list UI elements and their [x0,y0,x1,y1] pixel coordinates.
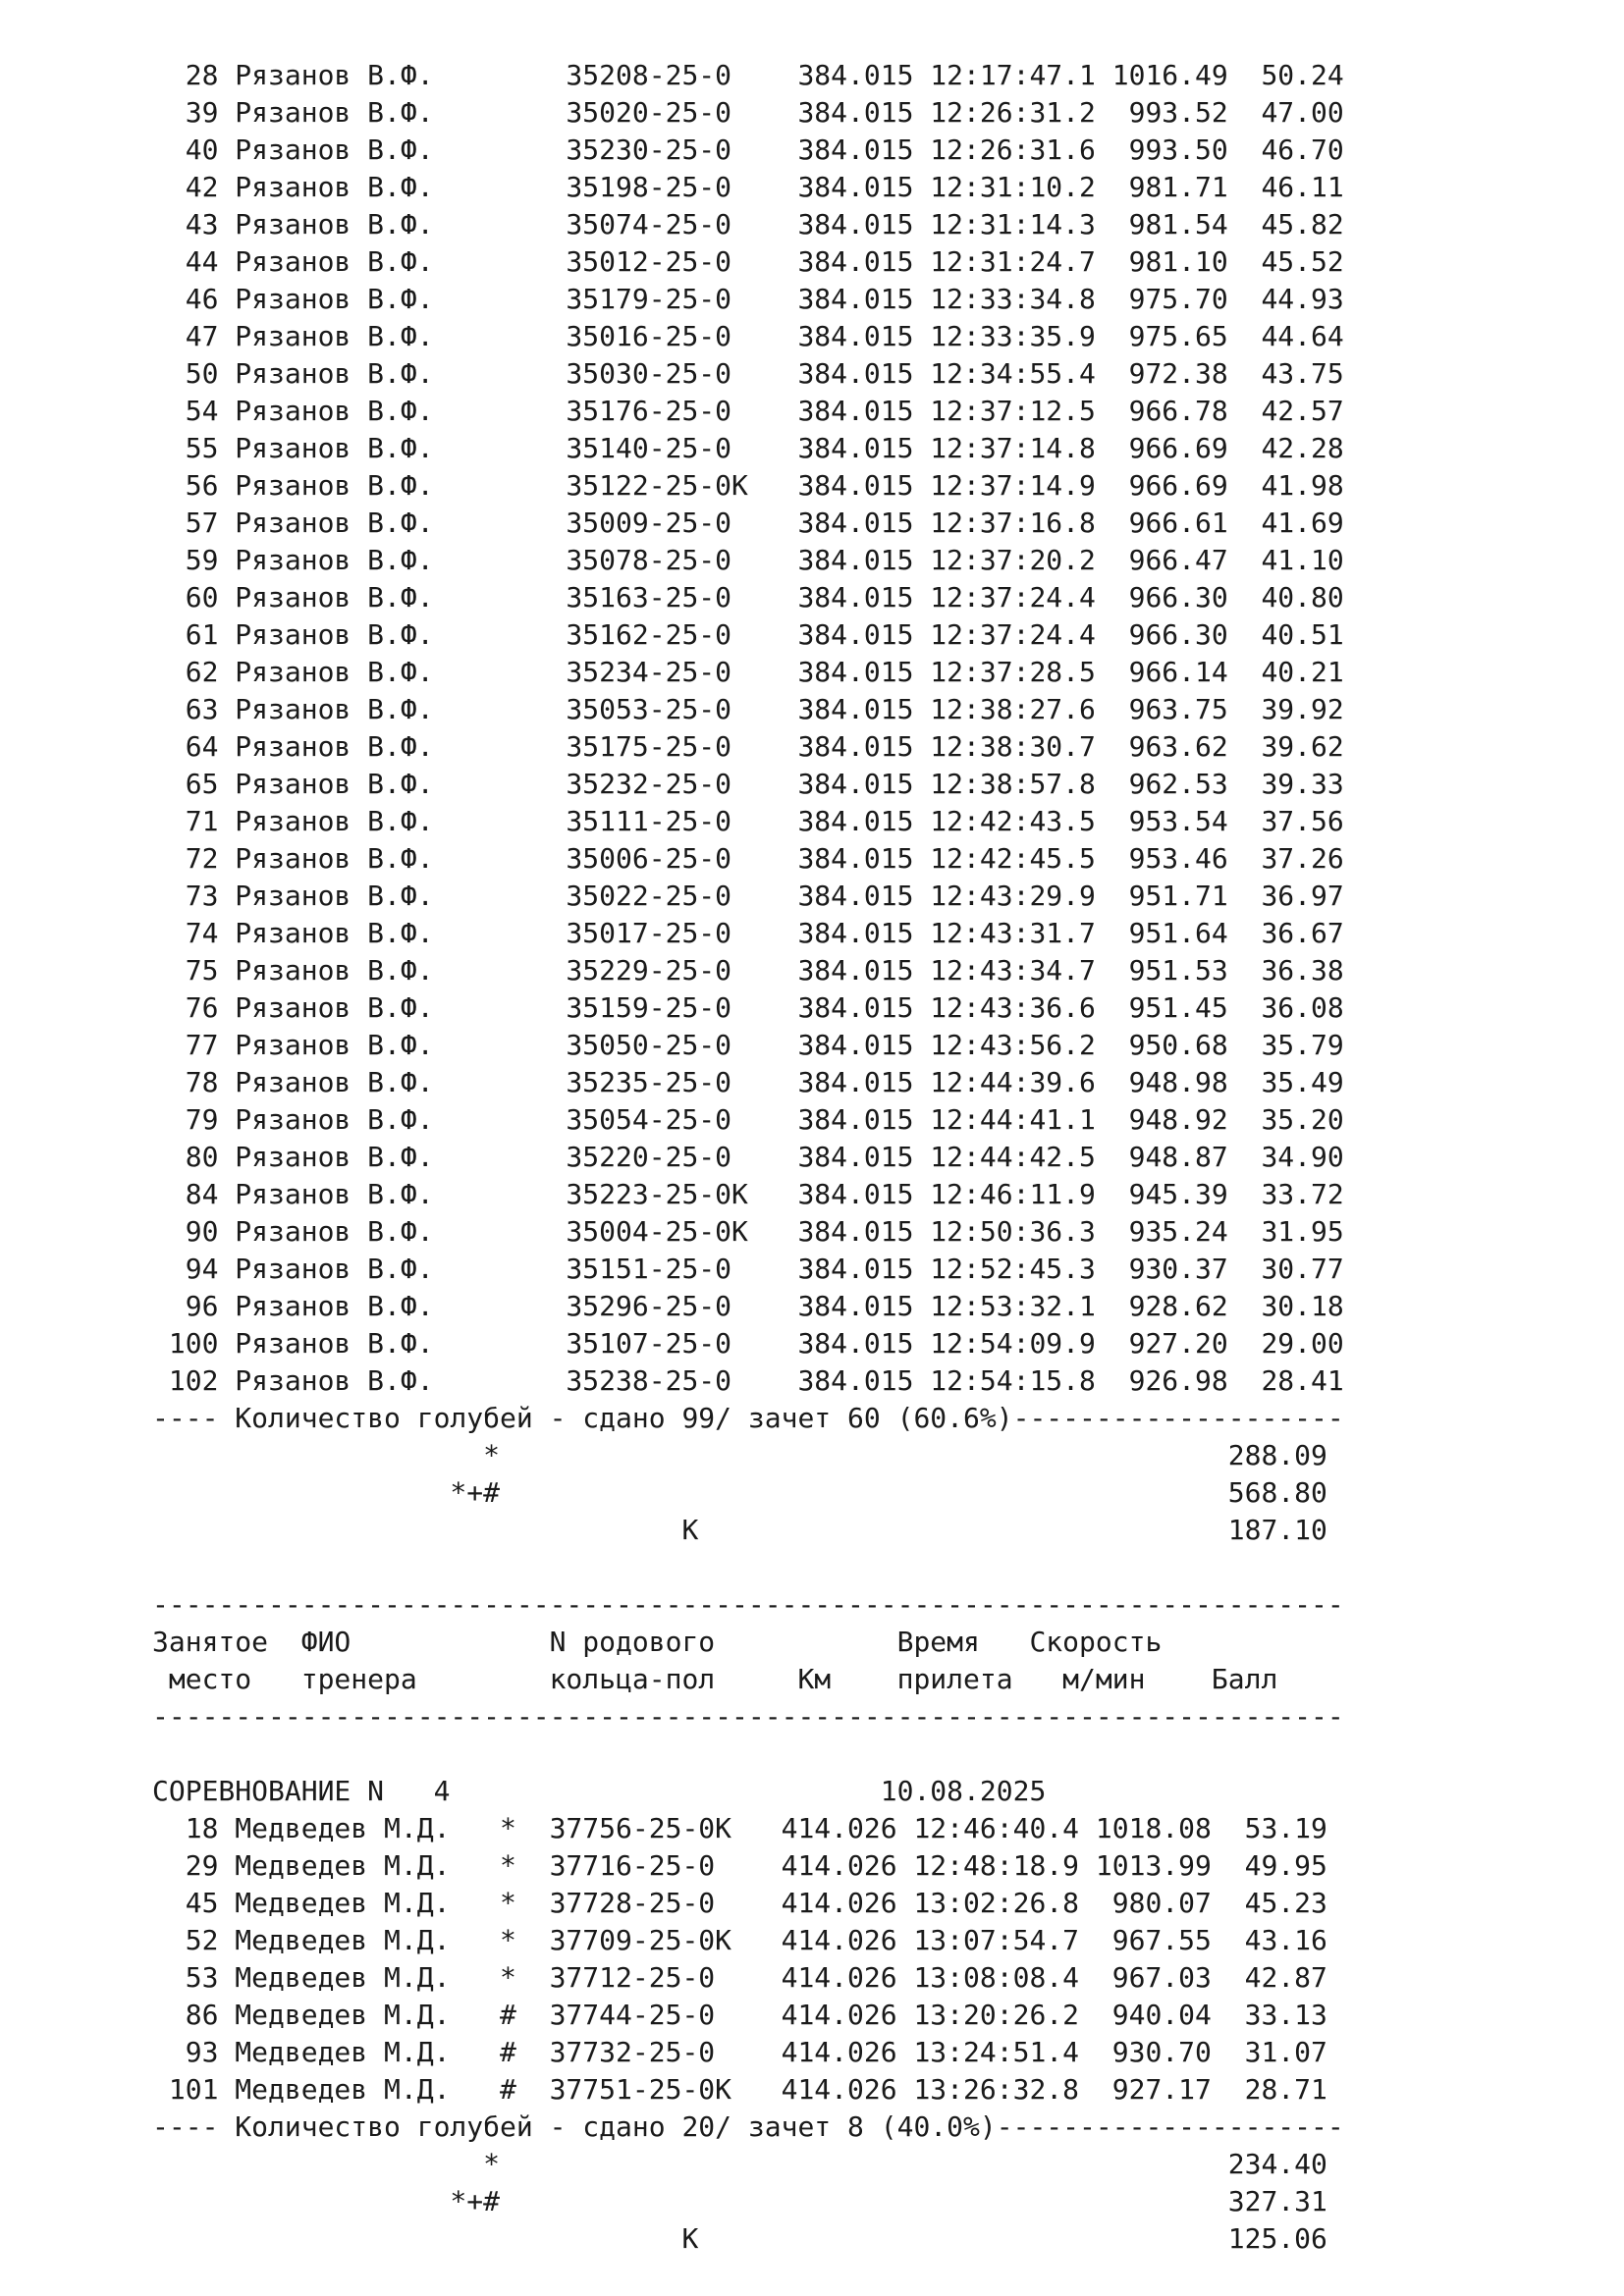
text-line: 40 Рязанов В.Ф. 35230-25-0 384.015 12:26:31.6 993.50 46.70 [152,133,1344,166]
text-line: 47 Рязанов В.Ф. 35016-25-0 384.015 12:33:35.9 975.65 44.64 [152,320,1344,352]
text-line: 29 Медведев М.Д. * 37716-25-0 414.026 12:48:18.9 1013.99 49.95 [152,1849,1327,1882]
text-line: 46 Рязанов В.Ф. 35179-25-0 384.015 12:33:34.8 975.70 44.93 [152,283,1344,315]
text-line: 79 Рязанов В.Ф. 35054-25-0 384.015 12:44:41.1 948.92 35.20 [152,1103,1344,1136]
text-line: 55 Рязанов В.Ф. 35140-25-0 384.015 12:37:14.8 966.69 42.28 [152,432,1344,464]
separator-line: ------------------------------------------------------------------------ [152,1700,1344,1733]
text-line: 86 Медведев М.Д. # 37744-25-0 414.026 13:20:26.2 940.04 33.13 [152,1999,1327,2031]
text-line: 60 Рязанов В.Ф. 35163-25-0 384.015 12:37:24.4 966.30 40.80 [152,581,1344,614]
text-line: СОРЕВНОВАНИЕ N 4 10.08.2025 [152,1775,1047,1807]
text-line: K 187.10 [152,1514,1327,1546]
text-line: 62 Рязанов В.Ф. 35234-25-0 384.015 12:37:28.5 966.14 40.21 [152,656,1344,688]
text-line: 71 Рязанов В.Ф. 35111-25-0 384.015 12:42:43.5 953.54 37.56 [152,805,1344,837]
text-line: 72 Рязанов В.Ф. 35006-25-0 384.015 12:42:45.5 953.46 37.26 [152,842,1344,875]
text-line: 77 Рязанов В.Ф. 35050-25-0 384.015 12:43:56.2 950.68 35.79 [152,1029,1344,1061]
text-line: 76 Рязанов В.Ф. 35159-25-0 384.015 12:43:36.6 951.45 36.08 [152,991,1344,1024]
text-line: 75 Рязанов В.Ф. 35229-25-0 384.015 12:43:34.7 951.53 36.38 [152,954,1344,987]
text-line: 90 Рязанов В.Ф. 35004-25-0K 384.015 12:50:36.3 935.24 31.95 [152,1215,1344,1248]
text-line: 44 Рязанов В.Ф. 35012-25-0 384.015 12:31:24.7 981.10 45.52 [152,245,1344,278]
text-line: 96 Рязанов В.Ф. 35296-25-0 384.015 12:53:32.1 928.62 30.18 [152,1290,1344,1322]
text-line [152,1735,1586,1773]
text-line: 53 Медведев М.Д. * 37712-25-0 414.026 13:08:08.4 967.03 42.87 [152,1961,1327,1994]
text-line: 78 Рязанов В.Ф. 35235-25-0 384.015 12:44:39.6 948.98 35.49 [152,1066,1344,1098]
text-line: *+# 327.31 [152,2185,1327,2217]
text-line: 74 Рязанов В.Ф. 35017-25-0 384.015 12:43:31.7 951.64 36.67 [152,917,1344,949]
text-line: 28 Рязанов В.Ф. 35208-25-0 384.015 12:17:47.1 1016.49 50.24 [152,59,1344,91]
text-line: 73 Рязанов В.Ф. 35022-25-0 384.015 12:43:29.9 951.71 36.97 [152,880,1344,912]
text-line: 94 Рязанов В.Ф. 35151-25-0 384.015 12:52:45.3 930.37 30.77 [152,1253,1344,1285]
text-line: 80 Рязанов В.Ф. 35220-25-0 384.015 12:44:42.5 948.87 34.90 [152,1141,1344,1173]
text-line: 64 Рязанов В.Ф. 35175-25-0 384.015 12:38:30.7 963.62 39.62 [152,730,1344,763]
text-line: 59 Рязанов В.Ф. 35078-25-0 384.015 12:37:20.2 966.47 41.10 [152,544,1344,576]
text-line: 39 Рязанов В.Ф. 35020-25-0 384.015 12:26:31.2 993.52 47.00 [152,96,1344,129]
text-line: место тренера кольца-пол Км прилета м/мин Балл [152,1663,1278,1695]
text-line: 100 Рязанов В.Ф. 35107-25-0 384.015 12:54:09.9 927.20 29.00 [152,1327,1344,1360]
text-line: 45 Медведев М.Д. * 37728-25-0 414.026 13:02:26.8 980.07 45.23 [152,1887,1327,1919]
text-line: 52 Медведев М.Д. * 37709-25-0K 414.026 13:07:54.7 967.55 43.16 [152,1924,1327,1956]
text-line: 101 Медведев М.Д. # 37751-25-0K 414.026 13:26:32.8 927.17 28.71 [152,2073,1327,2106]
text-line: 102 Рязанов В.Ф. 35238-25-0 384.015 12:54:15.8 926.98 28.41 [152,1364,1344,1397]
text-line: 63 Рязанов В.Ф. 35053-25-0 384.015 12:38:27.6 963.75 39.92 [152,693,1344,725]
text-line: 42 Рязанов В.Ф. 35198-25-0 384.015 12:31:10.2 981.71 46.11 [152,171,1344,203]
text-line: 61 Рязанов В.Ф. 35162-25-0 384.015 12:37:24.4 966.30 40.51 [152,618,1344,651]
text-line: 18 Медведев М.Д. * 37756-25-0K 414.026 12:46:40.4 1018.08 53.19 [152,1812,1327,1844]
text-line: * 234.40 [152,2148,1327,2180]
separator-line: ---- Количество голубей - сдано 99/ зачет 60 (60.6%)-------------------- [152,1402,1344,1434]
text-line: 43 Рязанов В.Ф. 35074-25-0 384.015 12:31:14.3 981.54 45.82 [152,208,1344,240]
text-line: 84 Рязанов В.Ф. 35223-25-0K 384.015 12:46:11.9 945.39 33.72 [152,1178,1344,1210]
text-line: 50 Рязанов В.Ф. 35030-25-0 384.015 12:34:55.4 972.38 43.75 [152,357,1344,390]
text-line: 65 Рязанов В.Ф. 35232-25-0 384.015 12:38:57.8 962.53 39.33 [152,768,1344,800]
text-line: K 125.06 [152,2222,1327,2255]
text-line: 57 Рязанов В.Ф. 35009-25-0 384.015 12:37:16.8 966.61 41.69 [152,507,1344,539]
text-line: Занятое ФИО N родового Время Скорость [152,1626,1163,1658]
text-line: 56 Рязанов В.Ф. 35122-25-0K 384.015 12:37:14.9 966.69 41.98 [152,469,1344,502]
text-line: *+# 568.80 [152,1476,1327,1509]
text-line: 93 Медведев М.Д. # 37732-25-0 414.026 13:24:51.4 930.70 31.07 [152,2036,1327,2068]
separator-line: ---- Количество голубей - сдано 20/ зачет 8 (40.0%)--------------------- [152,2110,1344,2143]
text-line [152,1549,1586,1586]
separator-line: ------------------------------------------------------------------------ [152,1588,1344,1621]
text-line: 54 Рязанов В.Ф. 35176-25-0 384.015 12:37:12.5 966.78 42.57 [152,395,1344,427]
text-line: * 288.09 [152,1439,1327,1471]
